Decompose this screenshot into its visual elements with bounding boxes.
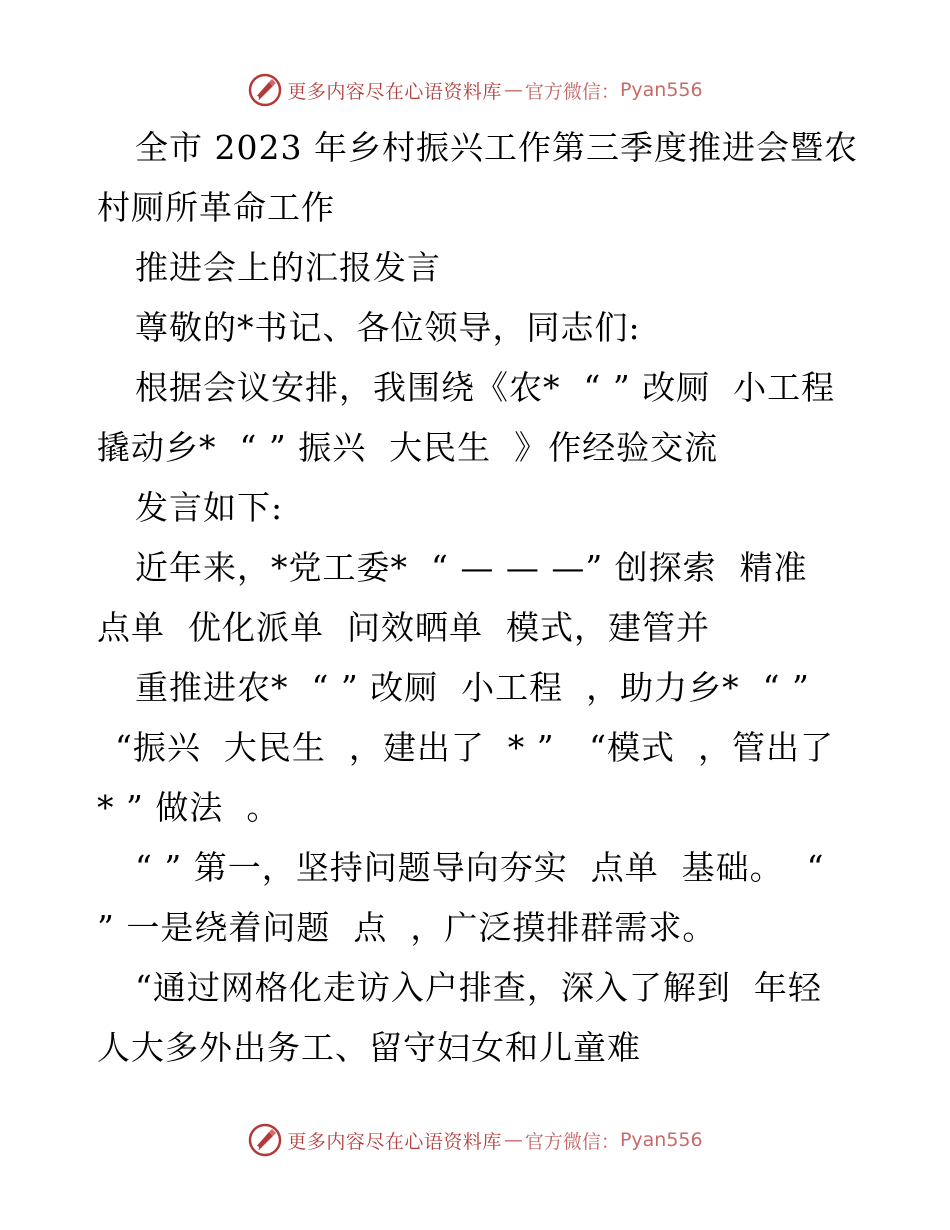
paragraph-line: 点单 优化派单 问效晒单 模式，建管并: [97, 608, 710, 647]
paragraph-line: “ ” 第一，坚持问题导向夯实 点单 基础。 “: [135, 848, 825, 887]
watermark-wechat-label: 官方微信：: [524, 1130, 620, 1153]
paragraph-line: 重推进农* “ ” 改厕 小工程 ，助力乡* “ ”: [135, 668, 810, 707]
salutation-line: 尊敬的*书记、各位领导，同志们:: [135, 308, 641, 347]
paragraph-line: “通过网格化走访入户排查，深入了解到 年轻: [135, 968, 822, 1007]
paragraph-line: 撬动乡* “ ” 振兴 大民生 》作经验交流: [97, 428, 719, 467]
title-line-1: 全市 2023 年乡村振兴工作第三季度推进会暨农: [135, 128, 858, 167]
header-watermark: [0, 70, 950, 110]
watermark-separator: —: [503, 79, 523, 101]
watermark-text: 更多内容尽在心语资料库: [287, 80, 502, 103]
paragraph-line: 人大多外出务工、留守妇女和儿童难: [97, 1028, 641, 1067]
watermark-separator: —: [503, 1129, 523, 1151]
document-body: [97, 118, 857, 1078]
watermark-wechat-id: Pyan556: [619, 79, 703, 101]
subtitle-line: 推进会上的汇报发言: [135, 248, 441, 287]
paragraph-line: 根据会议安排，我围绕《农* “ ” 改厕 小工程: [135, 368, 836, 407]
title-line-2: 村厕所革命工作: [97, 188, 335, 227]
paragraph-line: “振兴 大民生 ，建出了 * ” “模式 ，管出了: [115, 728, 834, 767]
paragraph-line: ” 一是绕着问题 点 ，广泛摸排群需求。: [97, 908, 717, 947]
pen-logo-icon: [247, 1122, 283, 1158]
footer-watermark: [0, 1120, 950, 1160]
watermark-wechat-id: Pyan556: [619, 1129, 703, 1151]
paragraph-line: 发言如下:: [135, 488, 284, 527]
pen-logo-icon: [247, 72, 283, 108]
paragraph-line: * ” 做法 。: [97, 788, 281, 827]
watermark-text: 更多内容尽在心语资料库: [287, 1130, 502, 1153]
watermark-wechat-label: 官方微信：: [524, 80, 620, 103]
paragraph-line: 近年来，*党工委* “ — — —” 创探索 精准: [135, 548, 808, 587]
